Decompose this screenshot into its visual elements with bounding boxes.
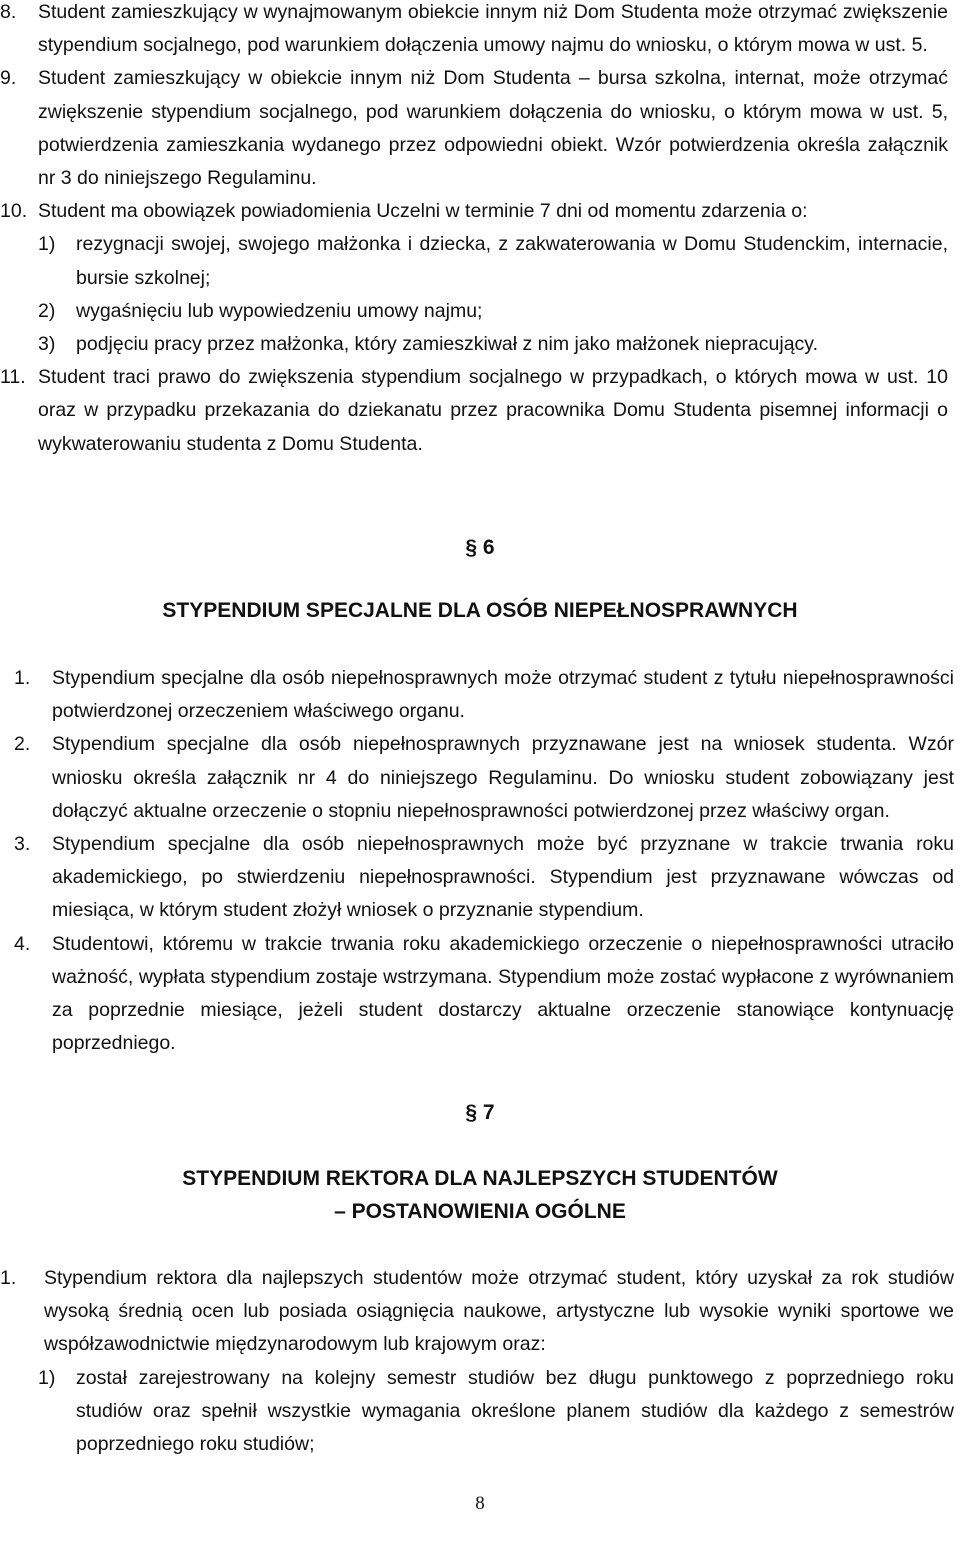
subitem-number: 2)	[38, 299, 56, 322]
paragraph-number: 2.	[14, 733, 31, 756]
section6-paragraph-3	[0, 828, 960, 928]
paragraph-10	[0, 195, 954, 228]
paragraph-number: 9.	[0, 67, 17, 90]
subitem-text: został zarejestrowany na kolejny semestr studiów bez długu punktowego z poprzedniego roku studiów oraz spełnił wszystkie wymagania określone planem studiów dla każdego z semestrów poprzedniego roku studiów;	[76, 1366, 954, 1456]
section6-heading	[0, 528, 960, 568]
section6-body	[0, 662, 960, 1060]
section7-body	[0, 1262, 960, 1461]
paragraph-number: 1.	[0, 1267, 17, 1289]
paragraph-text: Student zamieszkujący w obiekcie innym niż Dom Studenta – bursa szkolna, internat, może otrzymać zwiększenie stypendium socjalnego, pod warunkiem dołączenia do wniosku, o którym mowa w ust. 5, potwierdzenia zamieszkania wydanego przez odpowiedni obiekt. Wzór potwierdzenia określa załącznik nr 3 do niniejszego Regulaminu.	[38, 67, 948, 190]
section6-paragraph-4	[0, 928, 960, 1061]
subitem-text: wygaśnięciu lub wypowiedzeniu umowy najmu;	[76, 299, 483, 322]
section-mark: § 7	[465, 1101, 495, 1124]
subitem-10-1	[0, 228, 954, 294]
page-number: 8	[475, 1493, 485, 1514]
paragraph-text: Studentowi, któremu w trakcie trwania roku akademickiego orzeczenie o niepełnosprawności utraciło ważność, wypłata stypendium zostaje wstrzymana. Stypendium może zostać wypłacone z wyrównaniem za poprzednie miesiące, jeżeli student dostarczy aktualne orzeczenie stanowiące kontynuację poprzedniego.	[52, 932, 954, 1055]
paragraph-text: Student zamieszkujący w wynajmowanym obiekcie innym niż Dom Studenta może otrzymać zwiększenie stypendium socjalnego, pod warunkiem dołączenia umowy najmu do wniosku, o którym mowa w ust. 5.	[38, 1, 948, 57]
section-mark: § 6	[465, 536, 495, 559]
paragraph-text: Stypendium specjalne dla osób niepełnosprawnych może otrzymać student z tytułu niepełnosprawności potwierdzonej orzeczeniem właściwego organu.	[52, 667, 954, 723]
subitem-text: podjęciu pracy przez małżonka, który zamieszkiwał z nim jako małżonek niepracujący.	[76, 333, 819, 356]
paragraph-text: Student ma obowiązek powiadomienia Uczelni w terminie 7 dni od momentu zdarzenia o:	[38, 200, 808, 223]
subitem-number: 1)	[38, 1366, 56, 1389]
section-subtitle: – POSTANOWIENIA OGÓLNE	[334, 1200, 626, 1223]
section7-heading	[0, 1093, 960, 1133]
section6-title-wrap	[0, 594, 960, 627]
section6-paragraph-1	[0, 662, 960, 728]
paragraph-11	[0, 361, 954, 461]
paragraph-text: Stypendium specjalne dla osób niepełnosprawnych może być przyznane w trakcie trwania roku akademickiego, po stwierdzeniu niepełnosprawności. Stypendium jest przyznawane wówczas od miesiąca, w którym student złożył wniosek o przyznanie stypendium.	[52, 833, 954, 922]
paragraph-number: 1.	[14, 667, 31, 689]
section7-title-wrap	[0, 1162, 960, 1228]
paragraph-number: 8.	[0, 1, 17, 23]
section5-continuation	[0, 0, 954, 461]
paragraph-number: 11.	[0, 366, 26, 389]
section7-subitem-1	[0, 1362, 960, 1462]
subitem-10-3	[0, 328, 954, 361]
subitem-10-2	[0, 295, 954, 328]
paragraph-number: 4.	[14, 932, 31, 955]
section-title: STYPENDIUM SPECJALNE DLA OSÓB NIEPEŁNOSPRAWNYCH	[162, 599, 798, 622]
paragraph-number: 10.	[0, 200, 28, 223]
paragraph-number: 3.	[14, 833, 31, 856]
section7-paragraph-1	[0, 1262, 960, 1362]
paragraph-9	[0, 62, 954, 195]
subitem-number: 3)	[38, 333, 56, 356]
section-title: STYPENDIUM REKTORA DLA NAJLEPSZYCH STUDENTÓW	[182, 1167, 778, 1190]
subitem-number: 1)	[38, 233, 56, 256]
subitem-text: rezygnacji swojej, swojego małżonka i dziecka, z zakwaterowania w Domu Studenckim, internacie, bursie szkolnej;	[76, 233, 948, 289]
section6-paragraph-2	[0, 728, 960, 828]
paragraph-text: Stypendium rektora dla najlepszych studentów może otrzymać student, który uzyskał za rok studiów wysoką średnią ocen lub posiada osiągnięcia naukowe, artystyczne lub wysokie wyniki sportowe we współzawodnictwie międzynarodowym lub krajowym oraz:	[44, 1267, 954, 1356]
paragraph-text: Student traci prawo do zwiększenia stypendium socjalnego w przypadkach, o których mowa w ust. 10 oraz w przypadku przekazania do dziekanatu przez pracownika Domu Studenta pisemnej informacji o wykwaterowaniu studenta z Domu Studenta.	[38, 366, 948, 455]
paragraph-text: Stypendium specjalne dla osób niepełnosprawnych przyznawane jest na wniosek studenta. Wzór wniosku określa załącznik nr 4 do niniejszego Regulaminu. Do wniosku student zobowiązany jest dołączyć aktualne orzeczenie o stopniu niepełnosprawności potwierdzonej przez właściwy organ.	[52, 733, 954, 822]
paragraph-8	[0, 0, 954, 62]
